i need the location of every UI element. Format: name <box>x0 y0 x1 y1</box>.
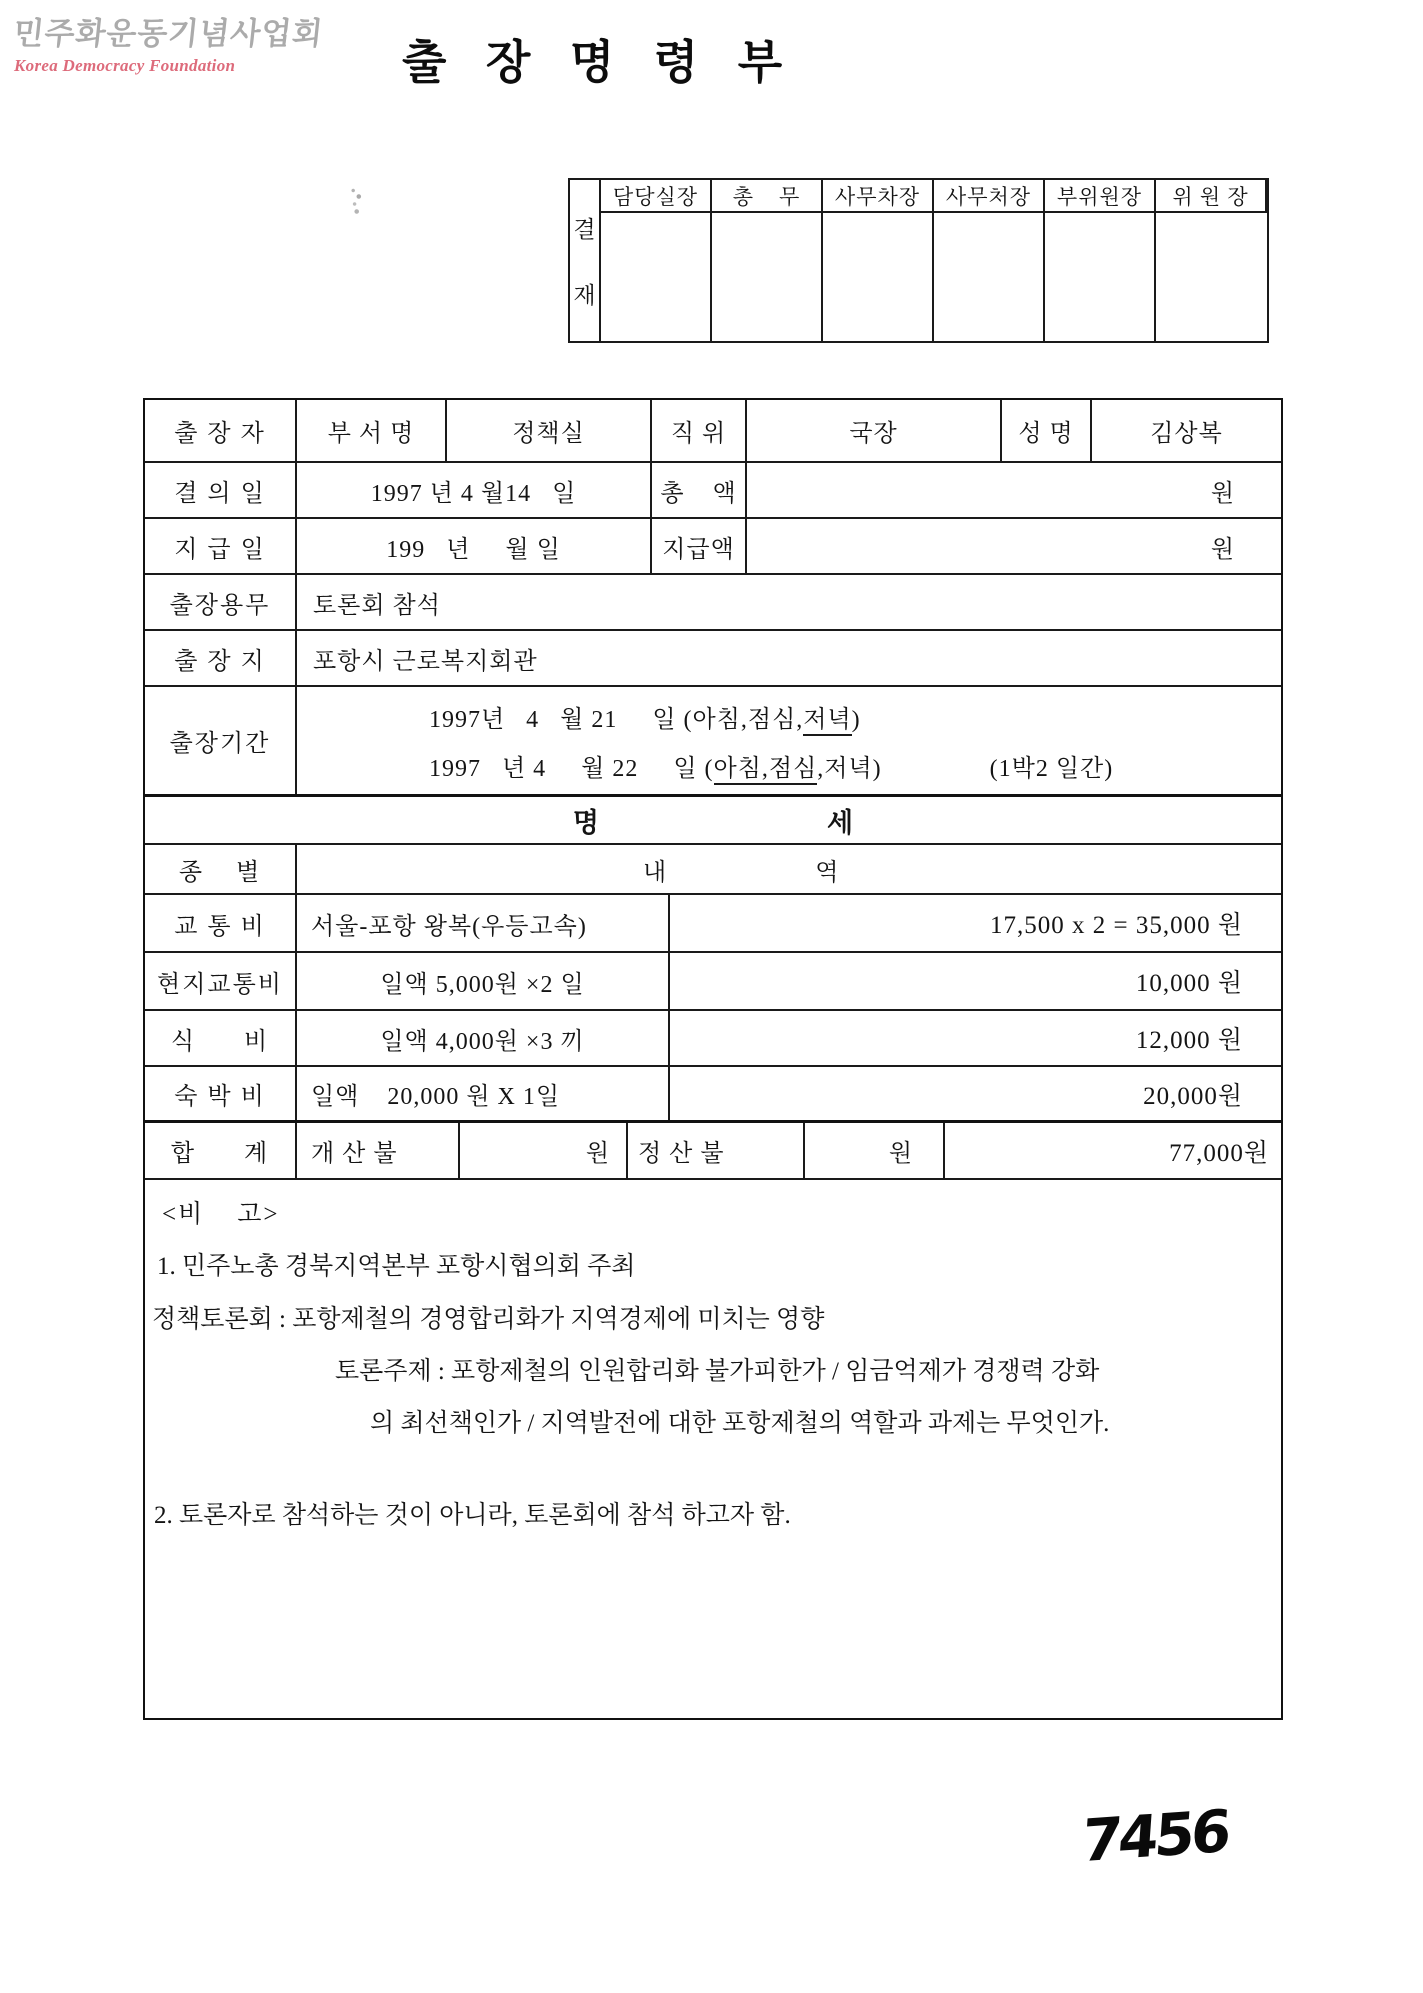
purpose-value: 토론회 참석 <box>313 592 441 619</box>
notes-line-2: 정책토론회 : 포항제철의 경영합리화가 지역경제에 미치는 영향 <box>152 1306 825 1333</box>
meal-row <box>145 1011 1281 1067</box>
local-transport-label: 현지교통비 <box>145 953 297 1009</box>
destination-value: 포항시 근로복지회관 <box>313 648 538 675</box>
approval-col-chair: 위 원 장 <box>1156 180 1267 213</box>
period-value <box>297 687 1281 794</box>
period-line1-underlined: 저녁 <box>803 707 851 736</box>
traveler-row <box>145 400 1281 463</box>
approval-col-team-head: 담당실장 <box>601 180 712 213</box>
period-line1-pre: 1997년 4 월 21 일 (아침,점심, <box>429 706 804 733</box>
detail-subheader-row <box>145 845 1281 895</box>
payment-date-value: 199 년 월 일 <box>297 519 652 573</box>
total-amount-label: 총 액 <box>652 463 747 517</box>
desc-label-right: 역 <box>815 859 840 886</box>
lodging-amount: 20,000원 <box>1143 1082 1243 1110</box>
detail-header-right: 세 <box>827 807 854 838</box>
decision-date-value: 1997 년 4 월14 일 <box>297 463 652 517</box>
destination-row <box>145 631 1281 687</box>
foundation-logo <box>11 8 325 76</box>
notes-section <box>145 1180 1281 1718</box>
lodging-row <box>145 1067 1281 1123</box>
payment-date-label: 지 급 일 <box>145 519 297 573</box>
approval-sign-cell <box>712 213 823 341</box>
detail-header-left: 명 <box>572 807 599 838</box>
dept-value: 정책실 <box>447 400 652 461</box>
decision-date-row <box>145 463 1281 519</box>
notes-title: <비 고> <box>162 1201 280 1228</box>
estimate-label: 개 산 불 <box>297 1123 460 1178</box>
logo-english-text: Korea Democracy Foundation <box>14 56 236 75</box>
total-row <box>145 1123 1281 1180</box>
name-label: 성 명 <box>1002 400 1092 461</box>
approval-sign-cell <box>934 213 1045 341</box>
purpose-label: 출장용무 <box>145 575 297 629</box>
notes-line-5: 2. 토론자로 참석하는 것이 아니라, 토론회에 참석 하고자 함. <box>154 1502 791 1529</box>
logo-korean-text: 민주화운동기념사업회 <box>11 16 325 51</box>
paid-amount-unit: 원 <box>1210 536 1235 563</box>
handwritten-number: 7456 <box>1079 1796 1230 1876</box>
approval-col-general-affairs: 총 무 <box>712 180 823 213</box>
page-title: 출 장 명 령 부 <box>402 37 797 88</box>
position-label: 직 위 <box>652 400 747 461</box>
total-amount-unit: 원 <box>1210 480 1235 507</box>
transport-row <box>145 895 1281 953</box>
notes-line-4: 의 최선책인가 / 지역발전에 대한 포항제철의 역할과 과제는 무엇인가. <box>370 1410 1110 1437</box>
settlement-unit: 원 <box>805 1123 945 1178</box>
period-line2-post: ,저녁) <box>817 755 882 782</box>
local-transport-desc: 일액 5,000원 ×2 일 <box>297 953 670 1009</box>
traveler-label: 출 장 자 <box>145 400 297 461</box>
period-duration: (1박2 일간) <box>989 755 1114 782</box>
period-line2-pre: 1997 년 4 월 22 일 ( <box>429 755 714 782</box>
period-row <box>145 687 1281 797</box>
approval-sign-cell <box>1156 213 1267 341</box>
approval-stub <box>570 180 601 341</box>
transport-amount: 17,500 x 2 = 35,000 원 <box>990 912 1243 939</box>
period-label: 출장기간 <box>145 687 297 794</box>
estimate-unit: 원 <box>460 1123 628 1178</box>
notes-line-3: 토론주제 : 포항제철의 인원합리화 불가피한가 / 임금억제가 경쟁력 강화 <box>335 1358 1100 1385</box>
lodging-label: 숙 박 비 <box>145 1067 297 1120</box>
approval-col-vice-chair: 부위원장 <box>1045 180 1156 213</box>
approval-sign-cell <box>1045 213 1156 341</box>
approval-stub-top: 결 <box>573 216 596 242</box>
approval-table <box>568 178 1269 343</box>
local-transport-row <box>145 953 1281 1011</box>
notes-line-1: 1. 민주노총 경북지역본부 포항시협의회 주최 <box>157 1253 636 1280</box>
approval-col-secretary-general: 사무처장 <box>934 180 1045 213</box>
meal-desc: 일액 4,000원 ×3 끼 <box>297 1011 670 1065</box>
total-label: 합 계 <box>145 1123 297 1178</box>
detail-header <box>145 797 1281 845</box>
paid-amount-label: 지급액 <box>652 519 747 573</box>
position-value: 국장 <box>747 400 1002 461</box>
dept-label: 부 서 명 <box>297 400 447 461</box>
type-column-label: 종 별 <box>145 845 297 893</box>
approval-sign-cell <box>601 213 712 341</box>
scan-smudge <box>349 186 363 216</box>
approval-sign-cell <box>823 213 934 341</box>
trip-order-table <box>143 398 1283 1720</box>
transport-desc: 서울-포항 왕복(우등고속) <box>297 895 670 951</box>
transport-label: 교 통 비 <box>145 895 297 951</box>
meal-amount: 12,000 원 <box>1135 1027 1243 1054</box>
payment-date-row <box>145 519 1281 575</box>
local-transport-amount: 10,000 원 <box>1135 970 1243 997</box>
purpose-row <box>145 575 1281 631</box>
name-value: 김상복 <box>1150 421 1223 447</box>
meal-label: 식 비 <box>145 1011 297 1065</box>
period-line-2 <box>297 748 1113 783</box>
total-amount: 77,000원 <box>1169 1139 1269 1167</box>
period-line2-underlined: 아침,점심 <box>714 756 818 785</box>
period-line-1 <box>297 699 861 734</box>
approval-stub-bottom: 재 <box>573 283 596 309</box>
desc-label-left: 내 <box>643 859 668 886</box>
approval-col-deputy-secretary: 사무차장 <box>823 180 934 213</box>
lodging-desc: 일액 20,000 원 X 1일 <box>297 1067 670 1120</box>
description-column-label <box>297 845 1281 893</box>
decision-date-label: 결 의 일 <box>145 463 297 517</box>
period-line1-post: ) <box>851 706 861 733</box>
destination-label: 출 장 지 <box>145 631 297 685</box>
settlement-label: 정 산 불 <box>628 1123 805 1178</box>
